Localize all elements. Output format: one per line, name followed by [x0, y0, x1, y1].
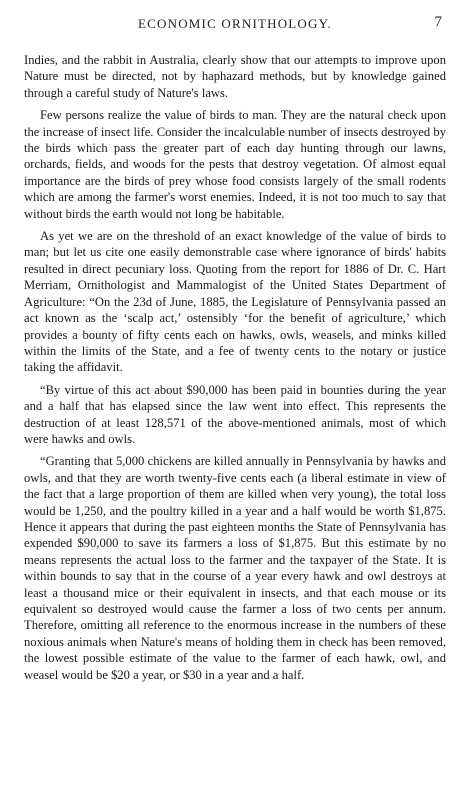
- paragraph-scalp-act: As yet we are on the threshold of an exact knowledge of the value of birds to man; but let us cite one easily demonstrable case where ignorance of birds' habits resulted in direct pecuniary loss. Quoting from the report for 1886 of Dr. C. Hart Merriam, Ornithologist and Mammalogist of the United States Department of Agriculture: “On the 23d of June, 1885, the Legislature of Pennsylvania passed an act known as the ‘scalp act,’ ostensibly ‘for the benefit of agriculture,’ which provides a bounty of fifty cents each on hawks, owls, weasels, and minks killed within the limits of the State, and a fee of twenty cents to the notary or justice taking the affidavit.: [24, 229, 446, 375]
- paragraph-value-of-birds: Few persons realize the value of birds to man. They are the natural check upon the increase of insect life. Consider the incalculable number of insects destroyed by the birds which pass the greater part of each day hunting through our lawns, orchards, fields, and woods for the pests that destroy vegetation. Of almost equal importance are the birds of prey whose food consists largely of the small rodents which are among the farmer's worst enemies. Indeed, it is not too much to say that without birds the earth would not long be habitable.: [24, 108, 446, 221]
- page-number: 7: [434, 14, 442, 30]
- running-head: ECONOMIC ORNITHOLOGY.: [138, 16, 332, 31]
- body-text: [24, 52, 446, 683]
- paragraph-continuation: Indies, and the rabbit in Australia, clearly show that our attempts to improve upon Nature must be directed, not by haphazard methods, but by knowledge gained through a careful study of Nature's laws.: [24, 53, 446, 100]
- paragraph-bounties: “By virtue of this act about $90,000 has been paid in bounties during the year and a half that has elapsed since the law went into effect. This represents the destruction of at least 128,571 of the above-mentioned animals, most of which were hawks and owls.: [24, 382, 446, 446]
- page-header: [24, 12, 446, 38]
- paragraph-chickens-estimate: “Granting that 5,000 chickens are killed annually in Pennsylvania by hawks and owls, and that they are worth twenty-five cents each (a liberal estimate in view of the fact that a large proportion of them are killed when very young), the total loss would be 1,250, and the poultry killed in a year and a half would be worth $1,875. Hence it appears that during the past eighteen months the State of Pennsylvania has expended $90,000 to save its farmers a loss of $1,875. But this estimate by no means represents the actual loss to the farmer and the taxpayer of the State. It is within bounds to say that in the course of a year every hawk and owl destroys at least a thousand mice or their equivalent in insects, and that each mouse or its equivalent so destroyed would cause the farmer a loss of two cents per annum. Therefore, omitting all reference to the enormous increase in the numbers of these noxious animals when Nature's means of holding them in check has been removed, the lowest possible estimate of the value to the farmer of each hawk, owl, and weasel would be $20 a year, or $30 in a year and a half.: [24, 454, 446, 682]
